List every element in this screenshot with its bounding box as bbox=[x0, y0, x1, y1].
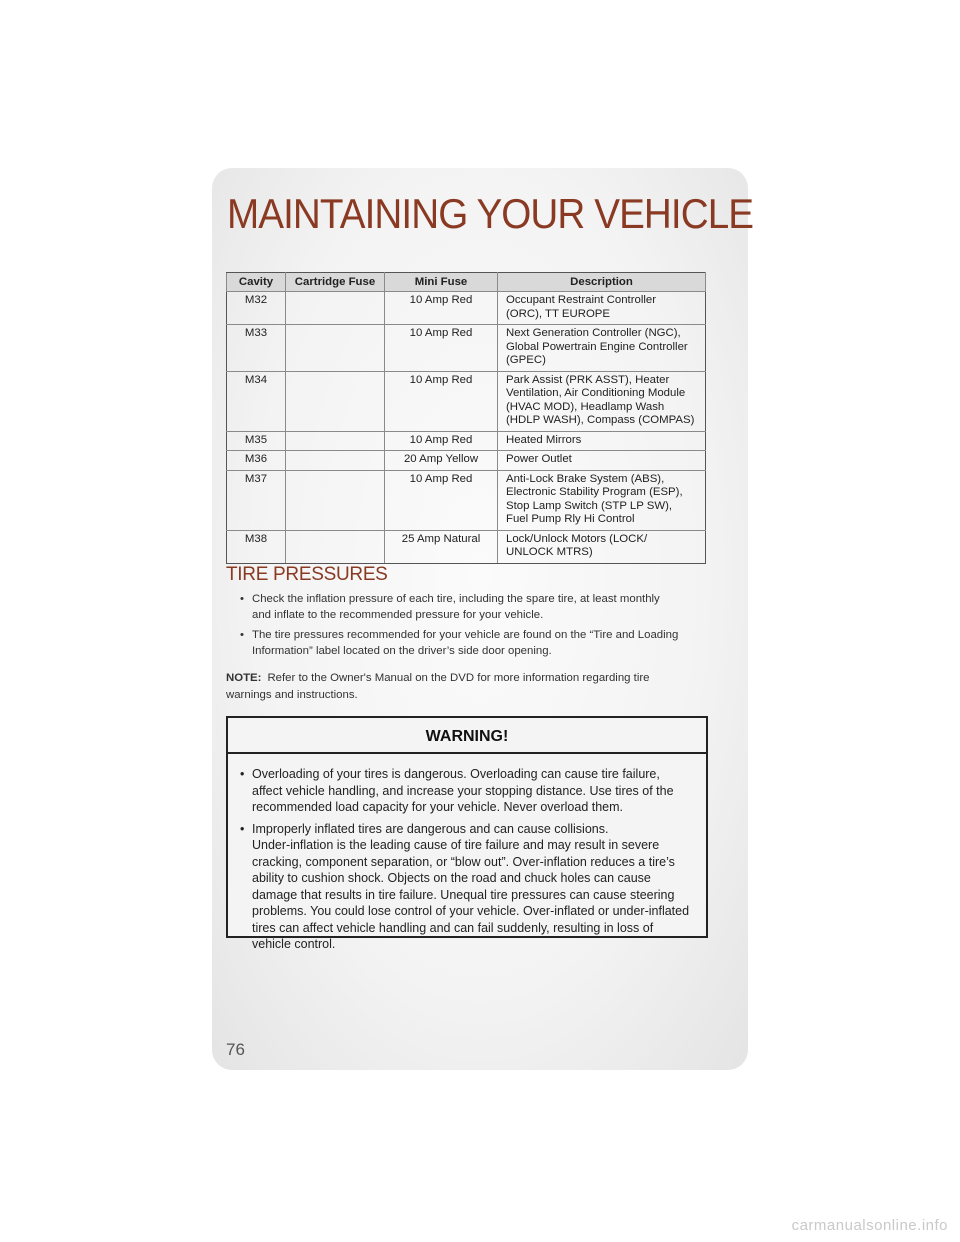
description-cell bbox=[498, 325, 706, 372]
bullet-item bbox=[240, 592, 710, 623]
header-cavity: Cavity bbox=[227, 273, 286, 292]
cartridge-fuse-cell bbox=[286, 530, 385, 563]
description-line: Stop Lamp Switch (STP LP SW), bbox=[506, 499, 673, 512]
cartridge-fuse-cell bbox=[286, 371, 385, 431]
description-line: Next Generation Controller (NGC), bbox=[506, 327, 681, 339]
mini-fuse-cell: 10 Amp Red bbox=[385, 371, 498, 431]
description-line: Lock/Unlock Motors (LOCK/ bbox=[506, 532, 648, 545]
bullet-icon: • bbox=[240, 821, 245, 836]
description-line: Power Outlet bbox=[506, 453, 572, 465]
cartridge-fuse-cell bbox=[286, 470, 385, 530]
bullet-line: and inflate to the recommended pressure for your vehicle. bbox=[252, 608, 544, 621]
description-cell bbox=[498, 470, 706, 530]
header-mini-fuse: Mini Fuse bbox=[385, 273, 498, 292]
cartridge-fuse-cell bbox=[286, 451, 385, 471]
warning-box bbox=[226, 716, 708, 951]
bullet-line: affect vehicle handling, and increase your stopping distance. Use tires of the bbox=[252, 783, 674, 798]
page-number: 76 bbox=[226, 1040, 245, 1059]
cartridge-fuse-cell bbox=[286, 292, 385, 325]
bullet-line: ability to cushion shock. Objects on the road and chuck holes can cause bbox=[252, 871, 651, 885]
bullet-line: Improperly inflated tires are dangerous and can cause collisions. bbox=[252, 821, 609, 836]
bullet-item bbox=[240, 821, 698, 953]
description-line: Ventilation, Air Conditioning Module bbox=[506, 387, 686, 399]
cavity-cell: M35 bbox=[227, 431, 286, 451]
bullet-line: Check the inflation pressure of each tire, including the spare tire, at least monthly bbox=[252, 593, 660, 605]
bullet-line: recommended load capacity for your vehicle. Never overload them. bbox=[252, 800, 624, 814]
cavity-cell: M32 bbox=[227, 292, 286, 325]
description-line: (HDLP WASH), Compass (COMPAS) bbox=[506, 414, 695, 426]
table-row bbox=[227, 451, 706, 471]
table-header-row bbox=[227, 273, 706, 292]
bullet-line: The tire pressures recommended for your vehicle are found on the “Tire and Loading bbox=[252, 629, 679, 641]
bullet-line: damage that results in tire failure. Unequal tire pressures can cause steering bbox=[252, 887, 675, 902]
fuse-table-body bbox=[227, 292, 706, 564]
note-line-2: warnings and instructions. bbox=[226, 689, 358, 701]
description-cell bbox=[498, 292, 706, 325]
tire-bullet-list bbox=[240, 592, 710, 664]
description-line: Electronic Stability Program (ESP), bbox=[506, 486, 683, 498]
watermark: carmanualsonline.info bbox=[791, 1217, 948, 1234]
bullet-line: vehicle control. bbox=[252, 937, 336, 951]
mini-fuse-cell: 10 Amp Red bbox=[385, 470, 498, 530]
cavity-cell: M38 bbox=[227, 530, 286, 563]
description-line: UNLOCK MTRS) bbox=[506, 546, 593, 558]
cavity-cell: M37 bbox=[227, 470, 286, 530]
bullet-item bbox=[240, 628, 710, 659]
description-cell bbox=[498, 530, 706, 563]
bullet-icon: • bbox=[240, 629, 244, 641]
table-row bbox=[227, 325, 706, 372]
header-cartridge-fuse: Cartridge Fuse bbox=[286, 273, 385, 292]
note-paragraph bbox=[226, 670, 712, 704]
header-description: Description bbox=[498, 273, 706, 292]
cartridge-fuse-cell bbox=[286, 325, 385, 372]
table-row bbox=[227, 292, 706, 325]
cavity-cell: M36 bbox=[227, 451, 286, 471]
bullet-line: tires can affect vehicle handling and can fail suddenly, resulting in loss of bbox=[252, 920, 654, 935]
mini-fuse-cell: 10 Amp Red bbox=[385, 325, 498, 372]
section-title: TIRE PRESSURES bbox=[226, 564, 388, 585]
description-cell bbox=[498, 371, 706, 431]
description-line: Heated Mirrors bbox=[506, 433, 582, 446]
mini-fuse-cell: 10 Amp Red bbox=[385, 431, 498, 451]
note-label: NOTE: bbox=[226, 672, 262, 684]
description-line: Fuel Pump Rly Hi Control bbox=[506, 513, 635, 525]
description-cell bbox=[498, 451, 706, 471]
mini-fuse-cell: 25 Amp Natural bbox=[385, 530, 498, 563]
note-line-1: Refer to the Owner's Manual on the DVD for more information regarding tire bbox=[267, 672, 650, 684]
description-line: Occupant Restraint Controller bbox=[506, 294, 657, 306]
description-cell bbox=[498, 431, 706, 451]
table-row bbox=[227, 371, 706, 431]
bullet-line: problems. You could lose control of your vehicle. Over-inflated or under-inflated bbox=[252, 904, 690, 918]
description-line: Global Powertrain Engine Controller bbox=[506, 340, 688, 353]
description-line: (ORC), TT EUROPE bbox=[506, 307, 611, 320]
bullet-line: cracking, component separation, or “blow out”. Over-inflation reduces a tire’s bbox=[252, 854, 675, 869]
table-row bbox=[227, 530, 706, 563]
mini-fuse-cell: 20 Amp Yellow bbox=[385, 451, 498, 471]
page-title: MAINTAINING YOUR VEHICLE bbox=[227, 190, 754, 237]
bullet-line: Information” label located on the driver’s side door opening. bbox=[252, 644, 552, 657]
warning-title: WARNING! bbox=[228, 718, 706, 754]
mini-fuse-cell: 10 Amp Red bbox=[385, 292, 498, 325]
warning-bullet-list bbox=[228, 754, 706, 953]
bullet-line: Under-inflation is the leading cause of tire failure and may result in severe bbox=[252, 838, 660, 852]
bullet-item bbox=[240, 766, 698, 816]
bullet-icon: • bbox=[240, 767, 245, 781]
cavity-cell: M34 bbox=[227, 371, 286, 431]
bullet-line: Overloading of your tires is dangerous. Overloading can cause tire failure, bbox=[252, 767, 660, 781]
fuse-table bbox=[226, 272, 706, 564]
description-line: (HVAC MOD), Headlamp Wash bbox=[506, 400, 665, 413]
bullet-icon: • bbox=[240, 593, 244, 605]
description-line: (GPEC) bbox=[506, 354, 546, 366]
description-line: Park Assist (PRK ASST), Heater bbox=[506, 373, 670, 386]
cavity-cell: M33 bbox=[227, 325, 286, 372]
cartridge-fuse-cell bbox=[286, 431, 385, 451]
table-row bbox=[227, 431, 706, 451]
table-row bbox=[227, 470, 706, 530]
description-line: Anti-Lock Brake System (ABS), bbox=[506, 472, 665, 485]
